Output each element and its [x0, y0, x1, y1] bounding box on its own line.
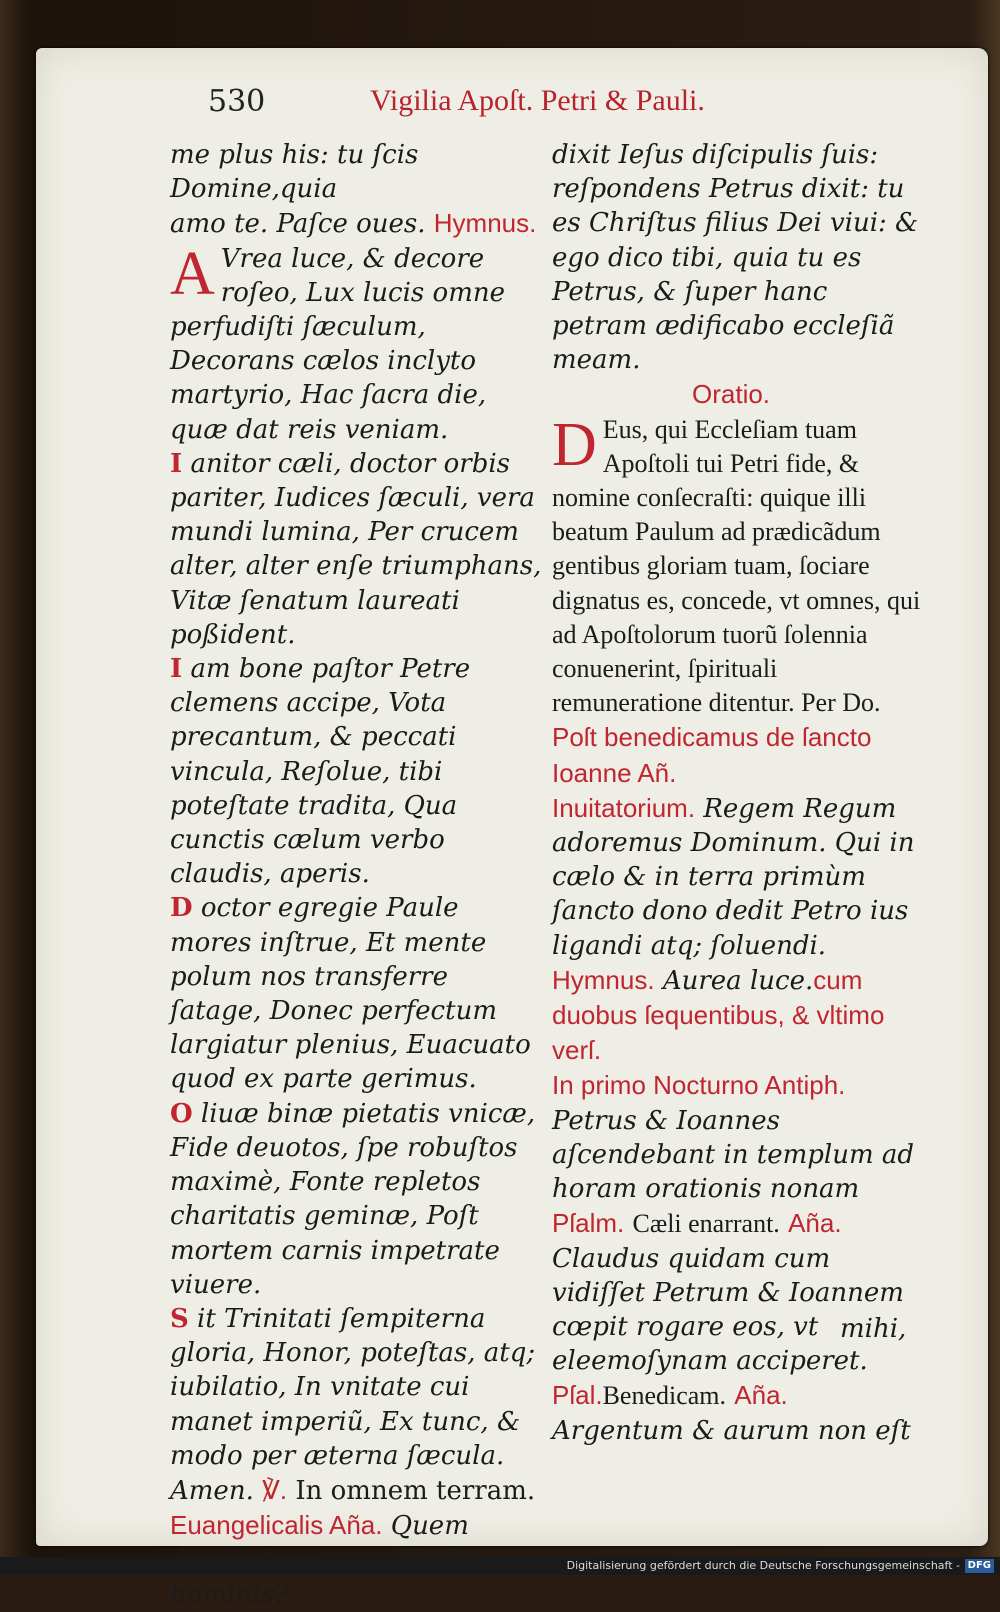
rubric-antiphon: Aña.	[734, 1380, 788, 1411]
rubric-oratio: Oratio.	[692, 379, 771, 410]
rubric-cum: cum duobus ſequentibus, & vltimo verſ.	[552, 964, 885, 1066]
page-number: 530	[208, 84, 266, 119]
left-column	[170, 138, 542, 1612]
hymn-stanza: A Vrea luce, & decore roſeo, Lux lucis omne perfudiſti ſæculum, Decorans cælos inclyto martyrio, Hac ſacra die, quæ dat reis veniam.	[170, 239, 505, 445]
rubric-invitatorium: Inuitatorium.	[552, 792, 696, 823]
drop-capital: A	[170, 239, 215, 308]
rubric-post: Poſt benedicamus de ſancto Ioanne Añ.	[552, 722, 872, 788]
red-initial: D	[170, 893, 193, 924]
prayer-text: D Eus, qui Eccleſiam tuam Apoſtoli tui Petri fide, & nomine conſecraſti: quique illi beatum Paulum ad prædicãdum gentibus gloriam tuam, ſociare dignatus es, concede, vt omnes, qui ad Apoſtolorum tuorũ ſolennia conuenerint, ſpirituali remuneratione ditentur. Per Do.	[552, 410, 921, 718]
red-initial: O	[170, 1098, 193, 1129]
text-line: me plus his: tu ſcis Domine,quia	[170, 140, 419, 205]
red-initial: I	[170, 654, 183, 685]
rubric-psalm: Pſalm.	[552, 1208, 625, 1239]
hymn-stanza: I am bone paſtor Petre clemens accipe, Vota precantum, & peccati vincula, Reſolue, tibi poteſtate tradita, Qua cunctis cælum verbo claudis, aperis.	[170, 654, 471, 890]
hymn-stanza: I anitor cæli, doctor orbis pariter, Iudices ſæculi, vera mundi lumina, Per crucem alter, alter enſe triumphans, Vitæ ſenatum laureati poßident.	[170, 448, 542, 650]
footer-bar	[0, 1557, 1000, 1575]
hymn-stanza: D octor egregie Paule mores inſtrue, Et mente polum nos transferre ſatage, Donec perfectum largiatur plenius, Euacuato quod ex parte gerimus.	[170, 893, 531, 1095]
drop-capital: D	[552, 410, 597, 479]
right-column	[552, 138, 924, 1448]
dfg-logo: DFG	[965, 1559, 994, 1573]
versicle-mark: ℣.	[262, 1474, 288, 1505]
running-title: Vigilia Apoſt. Petri & Pauli.	[370, 84, 705, 117]
catchword: mihi,	[840, 1314, 907, 1344]
rubric-hymnus: Hymnus.	[433, 208, 537, 239]
invitatory: Inuitatorium. Regem Regum adoremus Dominum. Qui in cælo & in terra primùm ſancto dono dedit Petro ius ligandi atq; ſoluendi. Hymnus. Aurea luce.cum duobus ſequentibus, & vltimo verſ.	[552, 792, 915, 1066]
hymn-stanza: S it Trinitati ſempiterna gloria, Honor, poteſtas, atq; iubilatio, In vnitate cui manet imperiũ, Ex tunc, & modo per æterna ſæcula. Amen. ℣. In omnem terram.	[170, 1303, 536, 1506]
rubric-psalm: Pſal.	[552, 1380, 603, 1411]
versicle-text: In omnem terram.	[295, 1475, 536, 1506]
antiphon: Euangelicalis Aña. Quem hominis?	[170, 1510, 469, 1610]
red-initial: I	[170, 448, 183, 479]
rubric-antiphon: Aña.	[788, 1208, 842, 1239]
footer-credit: Digitalisierung gefördert durch die Deutsche Forschungsgemeinschaft -	[566, 1559, 960, 1572]
rubric-nocturn: In primo Nocturno Antiph.	[552, 1070, 846, 1101]
rubric-antiphon: Euangelicalis Aña.	[170, 1510, 383, 1541]
rubric-hymnus: Hymnus.	[552, 964, 655, 995]
gospel-text: dixit Ieſus diſcipulis ſuis: reſpondens Petrus dixit: tu es Chriſtus filius Dei viui: & ego dico tibi, quia tu es Petrus, & ſuper hanc petram ædificabo eccleſiã meam.	[552, 140, 919, 376]
text-line: amo te. Paſce oues. Hymnus.	[170, 208, 537, 240]
red-initial: S	[170, 1303, 189, 1334]
hymn-stanza: O liuæ binæ pietatis vnicæ, Fide deuotos, ſpe robuſtos maximè, Fonte repletos charitatis geminæ, Poſt mortem carnis impetrate viuere.	[170, 1098, 536, 1300]
antiphons: Petrus & Ioannes aſcendebant in templum ad horam orationis nonam Pſalm. Cæli enarrant. Aña. Claudus quidam cum vidiſſet Petrum & Ioannem cœpit rogare eos, vt eleemoſynam acciperet. Pſal.Benedicam. Aña. Argentum & aurum non eſt	[552, 1105, 915, 1446]
running-header	[0, 84, 1000, 124]
